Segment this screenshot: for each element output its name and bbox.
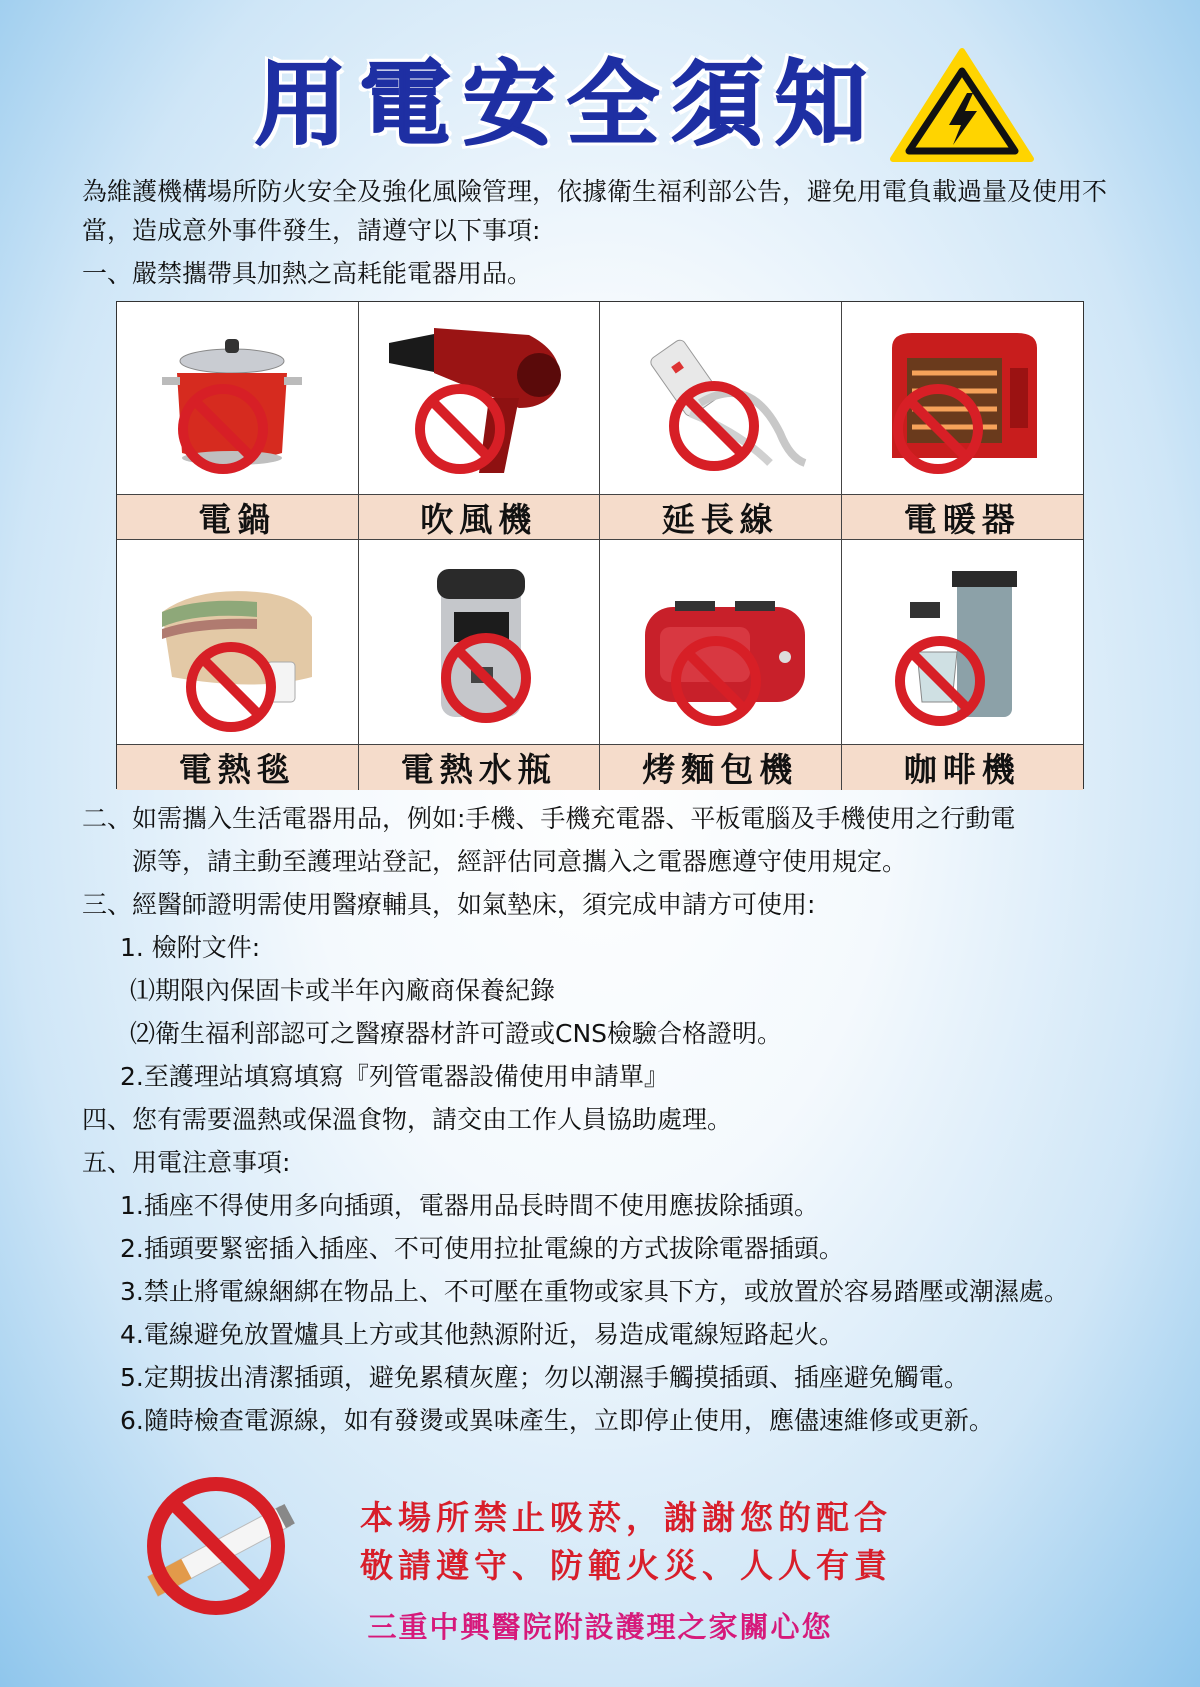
appliance-label: 電暖器 bbox=[842, 494, 1084, 540]
section-4: 四、您有需要溫熱或保溫食物，請交由工作人員協助處理。 bbox=[82, 1105, 733, 1134]
section-5-item: 1.插座不得使用多向插頭，電器用品長時間不使用應拔除插頭。 bbox=[120, 1191, 819, 1220]
appliance-label: 電鍋 bbox=[117, 494, 359, 540]
appliance-label: 電熱水瓶 bbox=[359, 744, 601, 790]
appliance-image bbox=[359, 540, 601, 744]
hot-water-dispenser-icon bbox=[379, 557, 579, 727]
rice-cooker-icon bbox=[137, 313, 337, 483]
section-5-item: 6.隨時檢查電源線，如有發燙或異味產生，立即停止使用，應儘速維修或更新。 bbox=[120, 1406, 994, 1435]
title-block bbox=[255, 50, 1037, 160]
section-5-item: 4.電線避免放置爐具上方或其他熱源附近，易造成電線短路起火。 bbox=[120, 1320, 844, 1349]
section-1: 一、嚴禁攜帶具加熱之高耗能電器用品。 bbox=[82, 259, 533, 288]
no-smoking-icon bbox=[128, 1468, 318, 1618]
appliance-image bbox=[600, 540, 842, 744]
intro-paragraph: 為維護機構場所防火安全及強化風險管理，依據衛生福利部公告，避免用電負載過量及使用不當，造成意外事件發生，請遵守以下事項: bbox=[82, 177, 1108, 245]
section-5: 五、用電注意事項: bbox=[82, 1148, 291, 1177]
section-5-item: 2.插頭要緊密插入插座、不可使用拉扯電線的方式拔除電器插頭。 bbox=[120, 1234, 844, 1263]
appliance-image bbox=[117, 302, 359, 494]
extension-cord-icon bbox=[620, 313, 820, 483]
appliance-label: 咖啡機 bbox=[842, 744, 1084, 790]
section-3-item-1: 1. 檢附文件: bbox=[120, 933, 261, 962]
appliance-label: 烤麵包機 bbox=[600, 744, 842, 790]
section-3-item-2: 2.至護理站填寫填寫『列管電器設備使用申請單』 bbox=[120, 1062, 669, 1091]
appliance-image bbox=[600, 302, 842, 494]
section-3-sub-1: ⑴期限內保固卡或半年內廠商保養紀錄 bbox=[130, 976, 556, 1005]
section-5-item: 5.定期拔出清潔插頭，避免累積灰塵；勿以潮濕手觸摸插頭、插座避免觸電。 bbox=[120, 1363, 969, 1392]
toaster-icon bbox=[620, 557, 820, 727]
no-smoking-line-1: 本場所禁止吸菸，謝謝您的配合 bbox=[360, 1498, 892, 1537]
section-5-item: 3.禁止將電線綑綁在物品上、不可壓在重物或家具下方，或放置於容易踏壓或潮濕處。 bbox=[120, 1277, 1069, 1306]
section-2-line-2: 源等，請主動至護理站登記，經評估同意攜入之電器應遵守使用規定。 bbox=[132, 847, 908, 876]
appliance-image bbox=[359, 302, 601, 494]
page-title: 用電安全須知 bbox=[255, 51, 880, 158]
appliance-image bbox=[842, 540, 1084, 744]
section-3: 三、經醫師證明需使用醫療輔具，如氣墊床，須完成申請方可使用: bbox=[82, 890, 816, 919]
section-2-line-1: 二、如需攜入生活電器用品，例如:手機、手機充電器、平板電腦及手機使用之行動電 bbox=[82, 804, 1016, 833]
coffee-machine-icon bbox=[862, 557, 1062, 727]
appliance-label: 電熱毯 bbox=[117, 744, 359, 790]
electric-blanket-icon bbox=[137, 557, 337, 727]
heater-icon bbox=[862, 313, 1062, 483]
high-voltage-warning-icon bbox=[887, 45, 1037, 165]
no-smoking-line-2: 敬請遵守、防範火災、人人有責 bbox=[360, 1546, 892, 1585]
appliance-image bbox=[842, 302, 1084, 494]
appliance-grid bbox=[116, 301, 1084, 789]
appliance-label: 延長線 bbox=[600, 494, 842, 540]
section-3-sub-2: ⑵衛生福利部認可之醫療器材許可證或CNS檢驗合格證明。 bbox=[130, 1019, 783, 1048]
appliance-label: 吹風機 bbox=[359, 494, 601, 540]
hair-dryer-icon bbox=[379, 313, 579, 483]
footer-signature: 三重中興醫院附設護理之家關心您 bbox=[367, 1610, 833, 1644]
appliance-image bbox=[117, 540, 359, 744]
